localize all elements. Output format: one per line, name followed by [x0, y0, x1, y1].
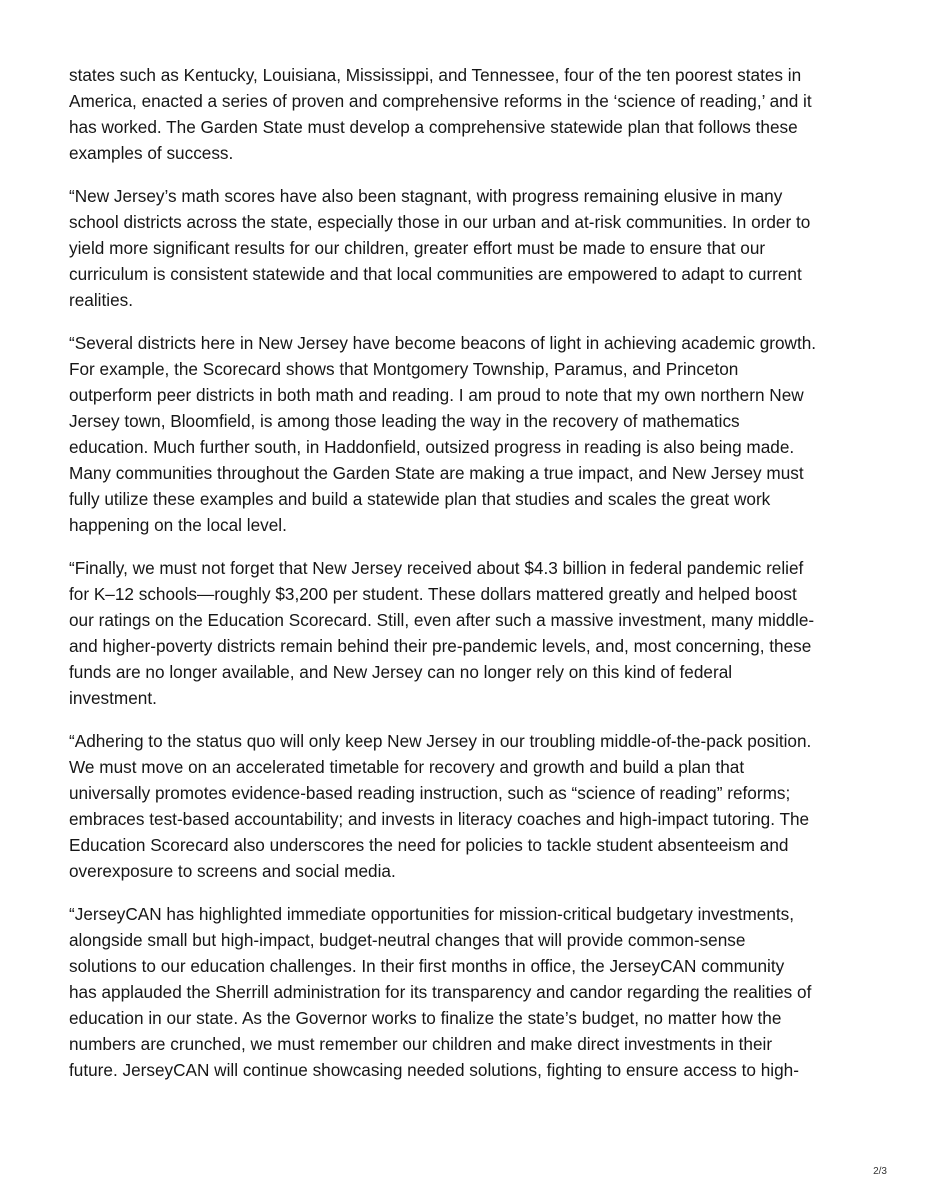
text-line: “Finally, we must not forget that New Jersey received about $4.3 billion in federal pandemic relief — [69, 558, 804, 578]
text-line: and higher-poverty districts remain behind their pre-pandemic levels, and, most concerning, these — [69, 636, 812, 656]
text-line: “Several districts here in New Jersey have become beacons of light in achieving academic growth. — [69, 333, 817, 353]
text-line: alongside small but high-impact, budget-neutral changes that will provide common-sense — [69, 930, 746, 950]
text-line: yield more significant results for our children, greater effort must be made to ensure that our — [69, 238, 766, 258]
text-line: has applauded the Sherrill administration for its transparency and candor regarding the realities of — [69, 982, 812, 1002]
text-line: realities. — [69, 290, 133, 310]
text-line: education in our state. As the Governor works to finalize the state’s budget, no matter how the — [69, 1008, 782, 1028]
text-line: education. Much further south, in Haddonfield, outsized progress in reading is also being made. — [69, 437, 795, 457]
text-line: Education Scorecard also underscores the need for policies to tackle student absenteeism and — [69, 835, 789, 855]
text-line: funds are no longer available, and New Jersey can no longer rely on this kind of federal — [69, 662, 733, 682]
text-line: curriculum is consistent statewide and that local communities are empowered to adapt to current — [69, 264, 802, 284]
paragraph-4 — [69, 555, 869, 711]
text-line: “JerseyCAN has highlighted immediate opportunities for mission-critical budgetary investments, — [69, 904, 795, 924]
document-body — [69, 62, 869, 1100]
text-line: has worked. The Garden State must develop a comprehensive statewide plan that follows these — [69, 117, 798, 137]
text-line: happening on the local level. — [69, 515, 287, 535]
text-line: solutions to our education challenges. In their first months in office, the JerseyCAN community — [69, 956, 785, 976]
text-line: America, enacted a series of proven and comprehensive reforms in the ‘science of reading,’ and it — [69, 91, 812, 111]
text-line: future. JerseyCAN will continue showcasing needed solutions, fighting to ensure access to high- — [69, 1060, 799, 1080]
paragraph-1 — [69, 62, 869, 166]
text-line: outperform peer districts in both math and reading. I am proud to note that my own northern New — [69, 385, 804, 405]
text-line: school districts across the state, especially those in our urban and at-risk communities. In order to — [69, 212, 811, 232]
page-number: 2/3 — [873, 1166, 887, 1177]
text-line: numbers are crunched, we must remember our children and make direct investments in their — [69, 1034, 773, 1054]
text-line: “New Jersey’s math scores have also been stagnant, with progress remaining elusive in many — [69, 186, 783, 206]
text-line: We must move on an accelerated timetable for recovery and growth and build a plan that — [69, 757, 745, 777]
text-line: Jersey town, Bloomfield, is among those leading the way in the recovery of mathematics — [69, 411, 740, 431]
text-line: universally promotes evidence-based reading instruction, such as “science of reading” reforms; — [69, 783, 791, 803]
text-line: overexposure to screens and social media. — [69, 861, 396, 881]
text-line: Many communities throughout the Garden State are making a true impact, and New Jersey must — [69, 463, 804, 483]
text-line: fully utilize these examples and build a statewide plan that studies and scales the great work — [69, 489, 771, 509]
text-line: states such as Kentucky, Louisiana, Mississippi, and Tennessee, four of the ten poorest states in — [69, 65, 802, 85]
text-line: embraces test-based accountability; and invests in literacy coaches and high-impact tutoring. The — [69, 809, 810, 829]
paragraph-3 — [69, 330, 869, 538]
text-line: “Adhering to the status quo will only keep New Jersey in our troubling middle-of-the-pack position. — [69, 731, 812, 751]
paragraph-6 — [69, 901, 869, 1083]
paragraph-2 — [69, 183, 869, 313]
text-line: For example, the Scorecard shows that Montgomery Township, Paramus, and Princeton — [69, 359, 739, 379]
text-line: our ratings on the Education Scorecard. Still, even after such a massive investment, many middle- — [69, 610, 815, 630]
text-line: investment. — [69, 688, 157, 708]
paragraph-5 — [69, 728, 869, 884]
text-line: examples of success. — [69, 143, 234, 163]
text-line: for K–12 schools—roughly $3,200 per student. These dollars mattered greatly and helped boost — [69, 584, 797, 604]
